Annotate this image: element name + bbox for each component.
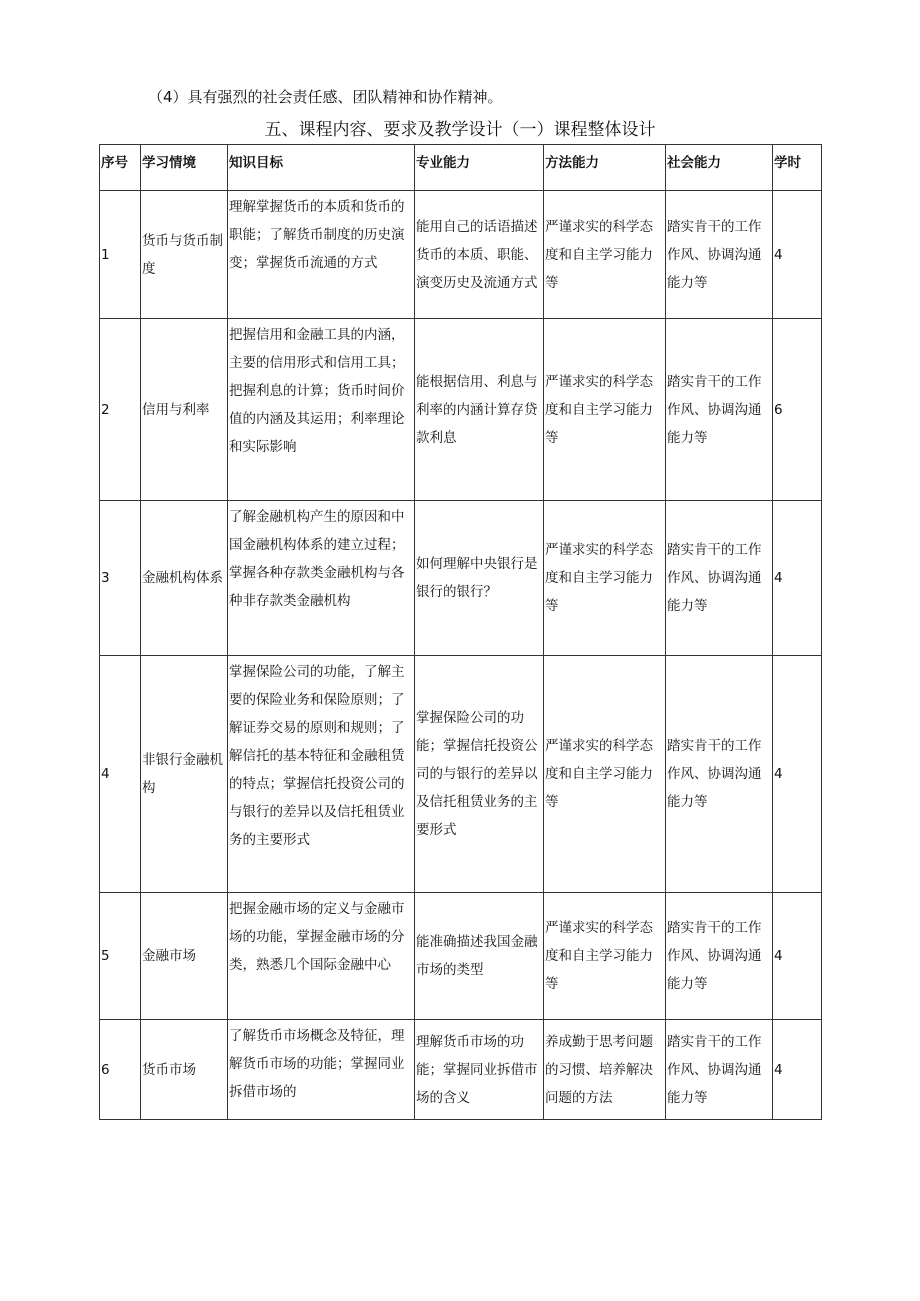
cell-knowledge: 把握金融市场的定义与金融市场的功能，掌握金融市场的分类，熟悉几个国际金融中心 xyxy=(228,893,415,1020)
cell-professional: 如何理解中央银行是银行的银行？ xyxy=(415,501,544,656)
cell-professional: 掌握保险公司的功能；掌握信托投资公司的与银行的差异以及信托租赁业务的主要形式 xyxy=(415,656,544,893)
cell-method: 严谨求实的科学态度和自主学习能力等 xyxy=(544,893,666,1020)
cell-knowledge: 了解货币市场概念及特征，理解货币市场的功能；掌握同业拆借市场的 xyxy=(228,1020,415,1120)
cell-professional: 能用自己的话语描述货币的本质、职能、演变历史及流通方式 xyxy=(415,191,544,319)
header-social: 社会能力 xyxy=(666,145,773,191)
intro-paragraph: （4）具有强烈的社会责任感、团队精神和协作精神。 xyxy=(148,88,503,106)
cell-knowledge: 了解金融机构产生的原因和中国金融机构体系的建立过程；掌握各种存款类金融机构与各种非存款类金融机构 xyxy=(228,501,415,656)
cell-situation: 金融市场 xyxy=(141,893,228,1020)
cell-hours: 4 xyxy=(773,1020,822,1120)
cell-social: 踏实肯干的工作作风、协调沟通能力等 xyxy=(666,191,773,319)
header-situation: 学习情境 xyxy=(141,145,228,191)
cell-knowledge: 把握信用和金融工具的内涵，主要的信用形式和信用工具；把握利息的计算；货币时间价值的内涵及其运用；利率理论和实际影响 xyxy=(228,319,415,501)
cell-knowledge: 理解掌握货币的本质和货币的职能；了解货币制度的历史演变；掌握货币流通的方式 xyxy=(228,191,415,319)
section-heading: 五、课程内容、要求及教学设计（一）课程整体设计 xyxy=(264,120,656,140)
cell-hours: 6 xyxy=(773,319,822,501)
cell-no: 2 xyxy=(100,319,141,501)
course-design-table xyxy=(99,144,822,1120)
table-row xyxy=(100,319,822,501)
table-header-row xyxy=(100,145,822,191)
cell-professional: 理解货币市场的功能；掌握同业拆借市场的含义 xyxy=(415,1020,544,1120)
cell-situation: 金融机构体系 xyxy=(141,501,228,656)
table-row xyxy=(100,1020,822,1120)
table-row xyxy=(100,656,822,893)
header-professional: 专业能力 xyxy=(415,145,544,191)
table-row xyxy=(100,501,822,656)
table-row xyxy=(100,191,822,319)
cell-social: 踏实肯干的工作作风、协调沟通能力等 xyxy=(666,656,773,893)
cell-social: 踏实肯干的工作作风、协调沟通能力等 xyxy=(666,501,773,656)
cell-situation: 货币市场 xyxy=(141,1020,228,1120)
cell-no: 5 xyxy=(100,893,141,1020)
header-hours: 学时 xyxy=(773,145,822,191)
cell-method: 严谨求实的科学态度和自主学习能力等 xyxy=(544,191,666,319)
cell-situation: 非银行金融机构 xyxy=(141,656,228,893)
header-knowledge: 知识目标 xyxy=(228,145,415,191)
cell-situation: 信用与利率 xyxy=(141,319,228,501)
header-no: 序号 xyxy=(100,145,141,191)
cell-professional: 能准确描述我国金融市场的类型 xyxy=(415,893,544,1020)
cell-no: 3 xyxy=(100,501,141,656)
table-row xyxy=(100,893,822,1020)
cell-method: 养成勤于思考问题的习惯、培养解决问题的方法 xyxy=(544,1020,666,1120)
cell-no: 6 xyxy=(100,1020,141,1120)
cell-method: 严谨求实的科学态度和自主学习能力等 xyxy=(544,656,666,893)
cell-knowledge: 掌握保险公司的功能，了解主要的保险业务和保险原则；了解证券交易的原则和规则；了解信托的基本特征和金融租赁的特点；掌握信托投资公司的与银行的差异以及信托租赁业务的主要形式 xyxy=(228,656,415,893)
cell-social: 踏实肯干的工作作风、协调沟通能力等 xyxy=(666,893,773,1020)
cell-social: 踏实肯干的工作作风、协调沟通能力等 xyxy=(666,1020,773,1120)
cell-no: 4 xyxy=(100,656,141,893)
cell-hours: 4 xyxy=(773,893,822,1020)
header-method: 方法能力 xyxy=(544,145,666,191)
cell-situation: 货币与货币制度 xyxy=(141,191,228,319)
cell-hours: 4 xyxy=(773,501,822,656)
cell-method: 严谨求实的科学态度和自主学习能力等 xyxy=(544,319,666,501)
cell-hours: 4 xyxy=(773,191,822,319)
cell-method: 严谨求实的科学态度和自主学习能力等 xyxy=(544,501,666,656)
cell-hours: 4 xyxy=(773,656,822,893)
cell-no: 1 xyxy=(100,191,141,319)
cell-professional: 能根据信用、利息与利率的内涵计算存贷款利息 xyxy=(415,319,544,501)
cell-social: 踏实肯干的工作作风、协调沟通能力等 xyxy=(666,319,773,501)
